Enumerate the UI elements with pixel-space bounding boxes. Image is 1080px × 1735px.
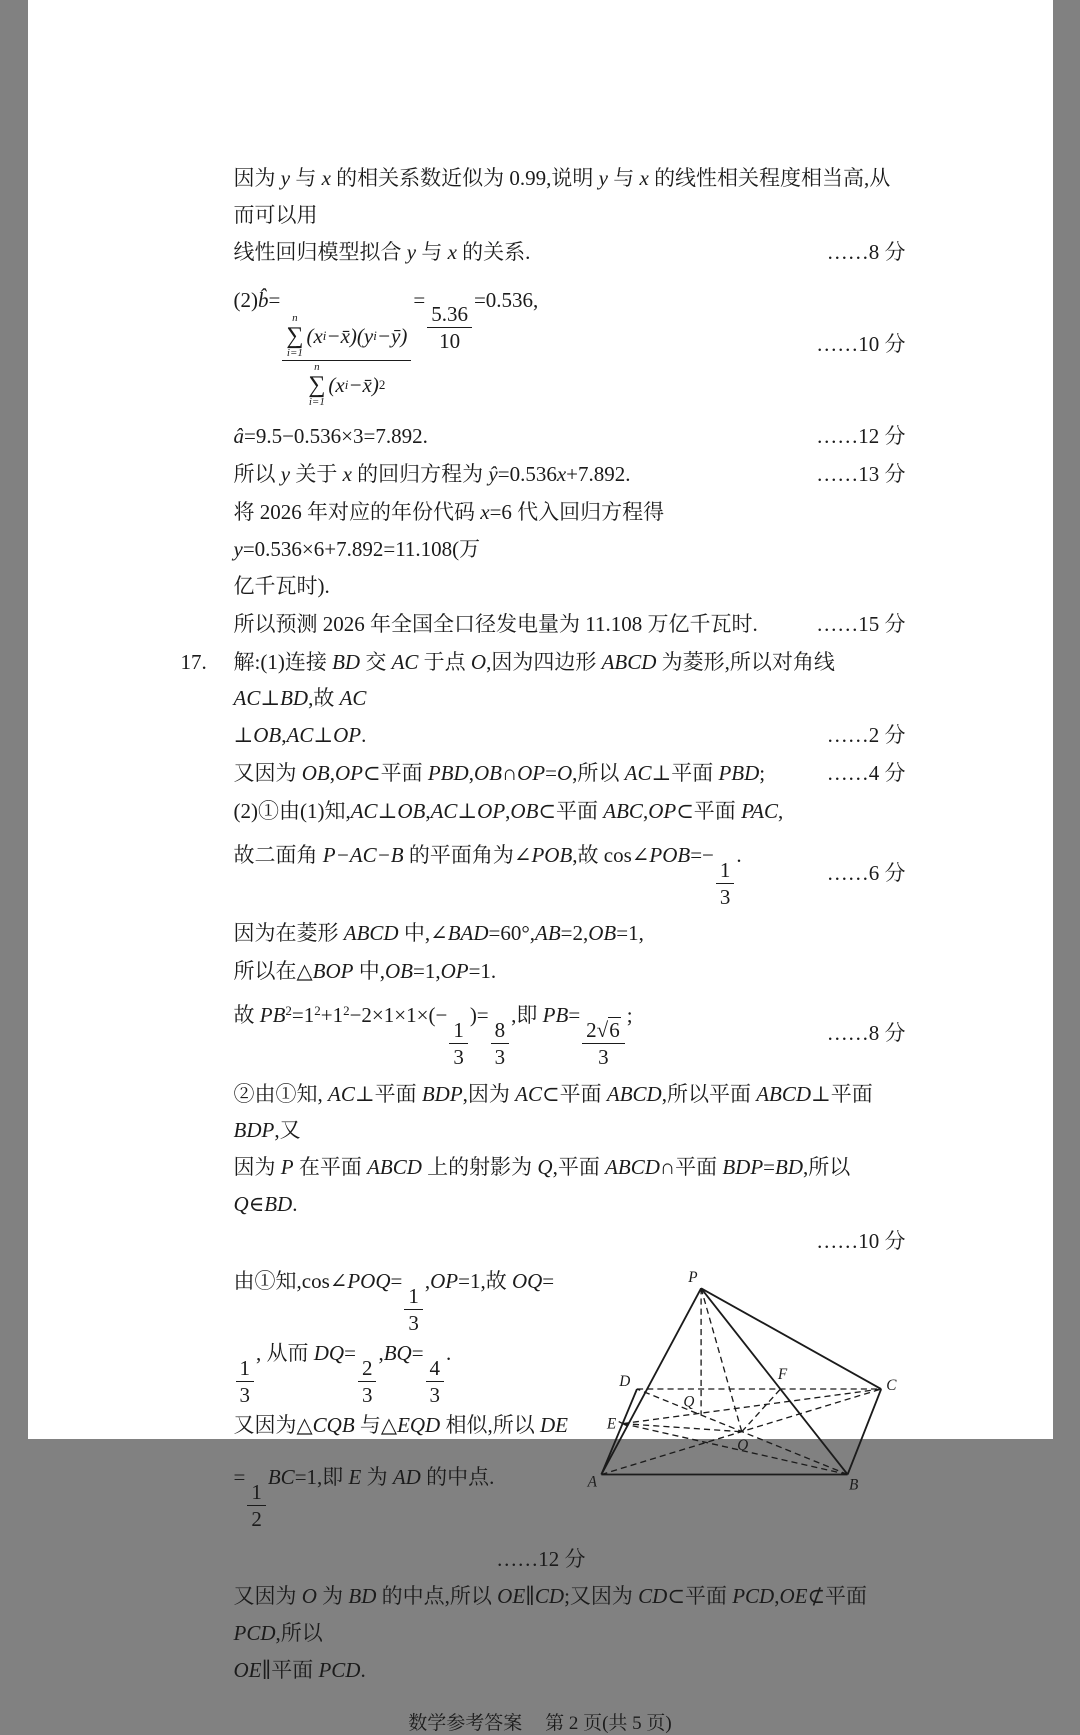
line-text: 将 2026 年对应的年份代码 x=6 代入回归方程得 y=0.536×6+7.892=11.108(万 — [233, 500, 665, 561]
fraction: $\frac{1}{3}$ — [236, 1356, 255, 1407]
score-mark: ……6 分 — [826, 860, 906, 885]
line-text: 由①知,cos∠POQ= $\frac{1}{3}$ ,OP=1,故 OQ= — [233, 1269, 555, 1336]
text-and-figure-row — [234, 1263, 906, 1578]
edge-PA — [601, 1289, 701, 1475]
problem-number: 17. — [180, 649, 207, 674]
line-17-9 — [234, 1076, 906, 1150]
line-17-7 — [234, 953, 906, 991]
line-text: 因为 y 与 x 的相关系数近似为 0.99,说明 y 与 x 的线性相关程度相当高,从而可以用 — [233, 166, 891, 227]
edge-BC — [847, 1389, 881, 1474]
line-text: 亿千瓦时). — [233, 573, 330, 598]
radical: √ 6 — [596, 1018, 620, 1043]
score-mark: ……13 分 — [816, 462, 906, 487]
line-17-10 — [234, 1149, 906, 1223]
vertex-label-Q: Q — [682, 1393, 694, 1411]
line-text: 故二面角 P−AC−B 的平面角为∠POB,故 cos∠POB=− $\frac{1}{3}$ . — [233, 843, 742, 910]
line-text: $\frac{1}{3}$ , 从而 DQ= $\frac{2}{3}$ ,BQ= $\frac{4}{3}$ . — [234, 1335, 586, 1407]
fraction: 2 √ 6 3 — [582, 1017, 625, 1069]
line-text: 所以预测 2026 年全国全口径发电量为 11.108 万亿千瓦时. — [233, 611, 758, 636]
figure-container — [586, 1263, 922, 1578]
vertex-label-B: B — [848, 1477, 858, 1495]
vertex-label-A: A — [587, 1474, 597, 1492]
line-text: = $\frac{1}{2}$ BC=1,即 E 为 AD 的中点. — [233, 1465, 495, 1532]
col-line-4 — [234, 1459, 586, 1531]
line-predict-1 — [234, 494, 906, 568]
vertex-label-F: F — [777, 1366, 787, 1384]
fraction: $\frac{5.36}{10}$ — [427, 302, 472, 353]
line-r-explain-2 — [234, 234, 906, 272]
answer-sheet-page — [28, 0, 1053, 1734]
vertex-label-D: D — [618, 1373, 630, 1391]
fraction: $\frac{1}{2}$ — [247, 1480, 266, 1531]
line-17-start — [181, 644, 906, 718]
footer-page-info: 第 2 页(共 5 页) — [545, 1712, 672, 1734]
line-text: 又因为 O 为 BD 的中点,所以 OE∥CD;又因为 CD⊂平面 PCD,OE⊄平面 PCD,所以 — [233, 1584, 868, 1645]
line-text: ⊥OB,AC⊥OP. — [233, 723, 367, 748]
footer-title: 数学参考答案 — [408, 1712, 523, 1734]
line-predict-2 — [234, 568, 906, 606]
score-mark: ……2 分 — [826, 723, 906, 748]
solution-text-top — [180, 160, 906, 1259]
line-predict-3 — [234, 606, 906, 644]
line-text: 又因为 OB,OP⊂平面 PBD,OB∩OP=O,所以 AC⊥平面 PBD; — [233, 761, 766, 786]
line-17-2 — [234, 717, 906, 755]
score-mark: ……4 分 — [826, 761, 906, 786]
col-line-2 — [234, 1335, 586, 1407]
fraction: n ∑ i=1 (x i −x̄)(y i −ȳ) n ∑ i=1 (x i −x̄) 2 — [282, 313, 411, 408]
line-text: OE∥平面 PCD. — [233, 1657, 366, 1682]
fraction: $\frac{1}{3}$ — [404, 1284, 423, 1335]
line-text: 因为 P 在平面 ABCD 上的射影为 Q,平面 ABCD∩平面 BDP=BD,所以 Q∈BD. — [233, 1155, 851, 1216]
score-mark: ……12 分 — [496, 1547, 586, 1572]
line-17-11 — [234, 1223, 906, 1260]
score-mark: ……15 分 — [816, 611, 906, 636]
fraction: $\frac{1}{3}$ — [449, 1018, 468, 1069]
col-line-5 — [234, 1541, 586, 1578]
edge-EC — [622, 1389, 880, 1424]
score-mark: ……12 分 — [816, 424, 906, 449]
score-mark: ……8 分 — [826, 239, 906, 264]
line-text: 因为在菱形 ABCD 中,∠BAD=60°,AB=2,OB=1, — [233, 921, 644, 946]
score-mark: ……10 分 — [816, 332, 906, 357]
summation-symbol: n ∑ i=1 — [308, 361, 326, 409]
vertex-label-P: P — [687, 1269, 698, 1287]
line-text: 解:(1)连接 BD 交 AC 于点 O,因为四边形 ABCD 为菱形,所以对角线 AC⊥BD,故 AC — [233, 649, 835, 711]
solution-text-column — [234, 1263, 586, 1578]
line-17-5 — [234, 837, 906, 909]
vertex-label-O: O — [736, 1437, 748, 1455]
col-line-1 — [234, 1263, 586, 1335]
pyramid-diagram — [586, 1271, 922, 1505]
fraction: $\frac{2}{3}$ — [358, 1356, 377, 1407]
score-mark: ……10 分 — [816, 1228, 906, 1253]
score-mark: ……8 分 — [826, 1021, 906, 1046]
line-ahat — [234, 418, 906, 456]
fraction: $\frac{8}{3}$ — [491, 1018, 510, 1069]
line-17-3 — [234, 755, 906, 793]
line-text: 所以在△BOP 中,OB=1,OP=1. — [233, 959, 497, 984]
col-line-3 — [234, 1407, 586, 1459]
edge-PO — [701, 1289, 742, 1432]
line-text: â=9.5−0.536×3=7.892. — [233, 424, 428, 449]
line-17-12 — [234, 1578, 906, 1652]
line-text: 所以 y 关于 x 的回归方程为 ŷ=0.536x+7.892. — [233, 462, 631, 487]
fraction: $\frac{4}{3}$ — [426, 1356, 445, 1407]
solution-text-bottom — [234, 1578, 906, 1690]
line-text: (2)b̂= n ∑ i=1 (x i −x̄)(y i −ȳ) n ∑ i=1 (x i −x̄) 2 = $\frac{5.36}{10}$ =0.536, — [233, 287, 539, 409]
line-text: 线性回归模型拟合 y 与 x 的关系. — [233, 239, 531, 264]
line-text: 又因为△CQB 与△EQD 相似,所以 DE — [233, 1413, 568, 1438]
line-bhat-formula — [234, 282, 906, 409]
line-regression-eq — [234, 456, 906, 494]
line-text: (2)①由(1)知,AC⊥OB,AC⊥OP,OB⊂平面 ABC,OP⊂平面 PAC, — [233, 799, 784, 824]
top-margin — [28, 0, 1053, 160]
edge-PC — [701, 1289, 881, 1390]
vertex-label-E: E — [606, 1416, 616, 1434]
line-text: ②由①知, AC⊥平面 BDP,因为 AC⊂平面 ABCD,所以平面 ABCD⊥平面 BDP,又 — [233, 1081, 873, 1143]
line-r-explain-1 — [234, 160, 906, 234]
fraction: $\frac{1}{3}$ — [716, 858, 735, 909]
page-footer — [28, 1708, 1053, 1735]
summation-symbol: n ∑ i=1 — [286, 312, 304, 360]
line-17-8 — [234, 997, 906, 1069]
line-17-6 — [234, 915, 906, 953]
line-17-4 — [234, 793, 906, 831]
line-text: 故 $PB^2=1^2+1^2-2\times 1\times 1\times(-$ $\frac{1}{3}$ )= $\frac{8}{3}$ ,即 PB= 2 √ 6 3 ; — [233, 1003, 633, 1070]
vertex-label-C: C — [885, 1377, 896, 1395]
line-17-13 — [234, 1652, 906, 1690]
